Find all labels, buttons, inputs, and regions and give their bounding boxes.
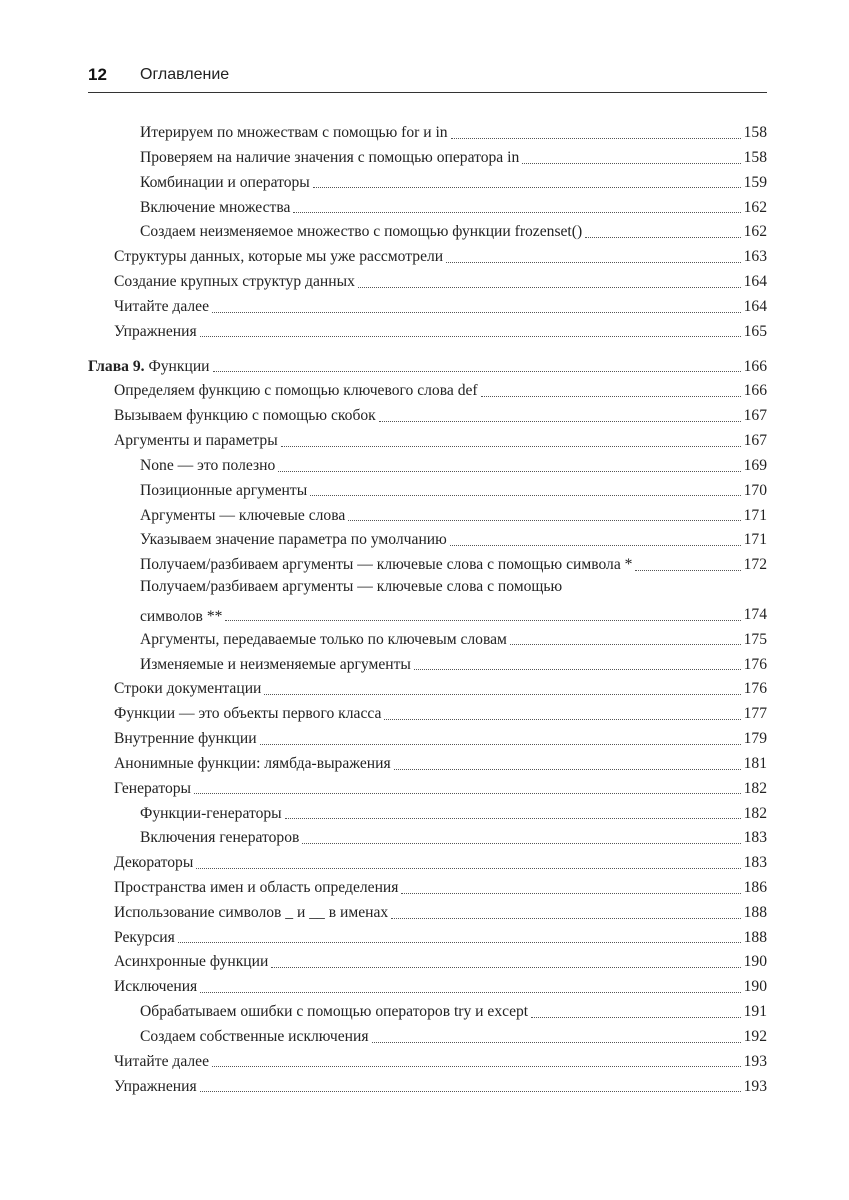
- toc-entry-page: 181: [743, 754, 767, 772]
- toc-entry-title: Определяем функцию с помощью ключевого слова def: [114, 382, 478, 400]
- toc-entry-title: Создание крупных структур данных: [114, 273, 355, 291]
- toc-entry-page: 179: [743, 730, 767, 748]
- toc-entry-page: 172: [743, 556, 767, 574]
- dot-leader: [372, 1042, 741, 1043]
- toc-entry-title: Упражнения: [114, 1077, 197, 1095]
- toc-entry-title: Функции — это объекты первого класса: [114, 705, 382, 723]
- toc-entry[interactable]: [88, 724, 767, 749]
- running-header: [88, 64, 767, 93]
- toc-entry-page: 170: [743, 481, 767, 499]
- toc-entry-page: 193: [743, 1052, 767, 1070]
- toc-entry-page: 167: [743, 407, 767, 425]
- page-number: 12: [88, 65, 107, 84]
- toc-entry[interactable]: [88, 401, 767, 426]
- toc-entry[interactable]: [88, 600, 767, 625]
- toc-entry-title: Создаем неизменяемое множество с помощью функции frozenset(): [140, 223, 583, 241]
- dot-leader: [200, 1091, 741, 1092]
- dot-leader: [285, 818, 741, 819]
- dot-leader: [510, 644, 741, 645]
- toc-entry[interactable]: [88, 997, 767, 1022]
- toc-entry-title: Читайте далее: [114, 297, 210, 315]
- toc-entry-page: 165: [743, 322, 767, 340]
- toc-entry-page: 190: [743, 978, 767, 996]
- toc-entry[interactable]: [88, 649, 767, 674]
- toc-entry-title: Аргументы — ключевые слова: [140, 506, 346, 524]
- toc-entry-page: 164: [743, 297, 767, 315]
- toc-entry-page: 166: [743, 357, 767, 375]
- dot-leader: [531, 1017, 740, 1018]
- toc-entry[interactable]: [88, 217, 767, 242]
- dot-leader: [446, 262, 740, 263]
- toc-entry-title: символов **: [140, 607, 223, 625]
- toc-entry-page: 188: [743, 928, 767, 946]
- toc-entry[interactable]: [88, 426, 767, 451]
- toc-entry-title: Комбинации и операторы: [140, 173, 310, 191]
- toc-entry[interactable]: [88, 317, 767, 342]
- toc-entry[interactable]: [88, 749, 767, 774]
- toc-entry[interactable]: [88, 192, 767, 217]
- dot-leader: [585, 237, 740, 238]
- toc-entry-multiline[interactable]: [88, 575, 767, 625]
- toc-entry-title: Функции-генераторы: [140, 804, 282, 822]
- toc-entry-page: 164: [743, 273, 767, 291]
- toc-entry[interactable]: [88, 451, 767, 476]
- toc-entry-page: 169: [743, 456, 767, 474]
- dot-leader: [194, 793, 741, 794]
- toc-entry-title: Анонимные функции: лямбда-выражения: [114, 754, 391, 772]
- toc-entry-title: Генераторы: [114, 779, 192, 797]
- toc-entry[interactable]: [88, 1071, 767, 1096]
- toc-entry-page: 182: [743, 804, 767, 822]
- toc-entry-page: 162: [743, 198, 767, 216]
- chapter-title: Функции: [148, 357, 210, 375]
- toc-entry[interactable]: [88, 500, 767, 525]
- dot-leader: [635, 570, 740, 571]
- toc-entry[interactable]: [88, 947, 767, 972]
- toc-entry[interactable]: [88, 848, 767, 873]
- dot-leader: [200, 992, 740, 993]
- dot-leader: [271, 967, 740, 968]
- toc-entry-page: 183: [743, 854, 767, 872]
- toc-entry-title: Аргументы, передаваемые только по ключевым словам: [140, 630, 507, 648]
- dot-leader: [310, 495, 740, 496]
- toc-entry-page: 190: [743, 953, 767, 971]
- dot-leader: [451, 138, 741, 139]
- toc-entry[interactable]: [88, 873, 767, 898]
- dot-leader: [213, 371, 741, 372]
- toc-entry[interactable]: [88, 898, 767, 923]
- toc-entry-page: 192: [743, 1027, 767, 1045]
- dot-leader: [225, 620, 740, 621]
- toc-entry-page: 188: [743, 903, 767, 921]
- dot-leader: [281, 446, 741, 447]
- toc-entry[interactable]: [88, 699, 767, 724]
- toc-entry[interactable]: [88, 267, 767, 292]
- toc-entry-page: 182: [743, 779, 767, 797]
- toc-entry-title: Проверяем на наличие значения с помощью оператора in: [140, 148, 520, 166]
- toc-entry-title: Упражнения: [114, 322, 197, 340]
- toc-entry[interactable]: [88, 1022, 767, 1047]
- toc-entry-page: 176: [743, 680, 767, 698]
- toc-entry-page: 183: [743, 829, 767, 847]
- toc-entry-page: 158: [743, 148, 767, 166]
- toc-entry-page: 177: [743, 705, 767, 723]
- dot-leader: [481, 396, 741, 397]
- toc-entry[interactable]: [88, 625, 767, 650]
- toc-entry-title: Включение множества: [140, 198, 291, 216]
- toc-entry[interactable]: [88, 774, 767, 799]
- toc-entry-title: Позиционные аргументы: [140, 481, 308, 499]
- dot-leader: [522, 163, 740, 164]
- toc-entry-title: Указываем значение параметра по умолчанию: [140, 531, 447, 549]
- toc-entry-title: Использование символов _ и __ в именах: [114, 903, 389, 921]
- toc-entry-page: 193: [743, 1077, 767, 1095]
- dot-leader: [302, 843, 740, 844]
- toc-entry-title: Аргументы и параметры: [114, 432, 278, 450]
- toc-entry[interactable]: [88, 923, 767, 948]
- toc-entry[interactable]: [88, 118, 767, 143]
- dot-leader: [450, 545, 741, 546]
- toc-entry-page: 166: [743, 382, 767, 400]
- toc-entry-title: Получаем/разбиваем аргументы — ключевые слова с помощью символа *: [140, 556, 633, 574]
- toc-entry[interactable]: [88, 525, 767, 550]
- toc-entry-page: 163: [743, 248, 767, 266]
- toc-entry-title: Структуры данных, которые мы уже рассмотрели: [114, 248, 444, 266]
- toc-entry-page: 158: [743, 124, 767, 142]
- dot-leader: [212, 1066, 741, 1067]
- dot-leader: [379, 421, 741, 422]
- toc-entry-page: 171: [743, 531, 767, 549]
- dot-leader: [414, 669, 741, 670]
- toc-entry[interactable]: [88, 242, 767, 267]
- toc-entry[interactable]: [88, 798, 767, 823]
- toc-entry-page: 167: [743, 432, 767, 450]
- toc-entry-title: Включения генераторов: [140, 829, 300, 847]
- dot-leader: [391, 918, 740, 919]
- dot-leader: [313, 187, 741, 188]
- dot-leader: [260, 744, 741, 745]
- toc-entry[interactable]: [88, 376, 767, 401]
- dot-leader: [348, 520, 740, 521]
- toc-entry-title: Вызываем функцию с помощью скобок: [114, 407, 376, 425]
- toc-entry-page: 176: [743, 655, 767, 673]
- toc-entry-title: Внутренние функции: [114, 730, 257, 748]
- dot-leader: [394, 769, 741, 770]
- toc-entry-title: Обрабатываем ошибки с помощью операторов try и except: [140, 1003, 529, 1021]
- toc-entry-title: Пространства имен и область определения: [114, 878, 399, 896]
- toc-entry[interactable]: [88, 823, 767, 848]
- toc-entry[interactable]: [88, 143, 767, 168]
- toc-entry-title: Декораторы: [114, 854, 194, 872]
- toc-entry[interactable]: [88, 476, 767, 501]
- toc-entry-page: 159: [743, 173, 767, 191]
- toc-entry-page: 174: [743, 605, 767, 623]
- toc-entry[interactable]: [88, 550, 767, 575]
- toc-entry-title: Строки документации: [114, 680, 262, 698]
- toc-entry-title: Читайте далее: [114, 1052, 210, 1070]
- toc-entry-title: [88, 358, 210, 377]
- dot-leader: [264, 694, 740, 695]
- toc-entry[interactable]: [88, 292, 767, 317]
- dot-leader: [178, 942, 741, 943]
- toc-entry-title: None — это полезно: [140, 456, 276, 474]
- dot-leader: [401, 893, 740, 894]
- dot-leader: [196, 868, 740, 869]
- toc-entry-title: Итерируем по множествам с помощью for и in: [140, 124, 448, 142]
- toc-entry[interactable]: [88, 674, 767, 699]
- dot-leader: [293, 212, 740, 213]
- toc-entry-title: Изменяемые и неизменяемые аргументы: [140, 655, 411, 673]
- page-title: Оглавление: [140, 66, 230, 83]
- toc-entry-page: 162: [743, 223, 767, 241]
- dot-leader: [358, 287, 741, 288]
- chapter-spacer: [88, 341, 767, 351]
- toc-entry-page: 175: [743, 630, 767, 648]
- toc-entry[interactable]: [88, 972, 767, 997]
- chapter-label: Глава 9.: [88, 357, 145, 375]
- table-of-contents: [88, 118, 767, 1096]
- dot-leader: [384, 719, 740, 720]
- toc-entry-title-line1: Получаем/разбиваем аргументы — ключевые слова с помощью: [140, 577, 563, 595]
- toc-entry[interactable]: [88, 351, 767, 376]
- toc-entry-page: 186: [743, 878, 767, 896]
- toc-entry[interactable]: [88, 168, 767, 193]
- dot-leader: [200, 336, 741, 337]
- toc-entry-title: Создаем собственные исключения: [140, 1027, 369, 1045]
- toc-entry-page: 171: [743, 506, 767, 524]
- dot-leader: [278, 471, 740, 472]
- toc-entry-title: Асинхронные функции: [114, 953, 269, 971]
- toc-entry[interactable]: [88, 1047, 767, 1072]
- toc-entry-page: 191: [743, 1003, 767, 1021]
- toc-entry-title: Исключения: [114, 978, 198, 996]
- toc-entry-title: Рекурсия: [114, 928, 175, 946]
- dot-leader: [212, 312, 741, 313]
